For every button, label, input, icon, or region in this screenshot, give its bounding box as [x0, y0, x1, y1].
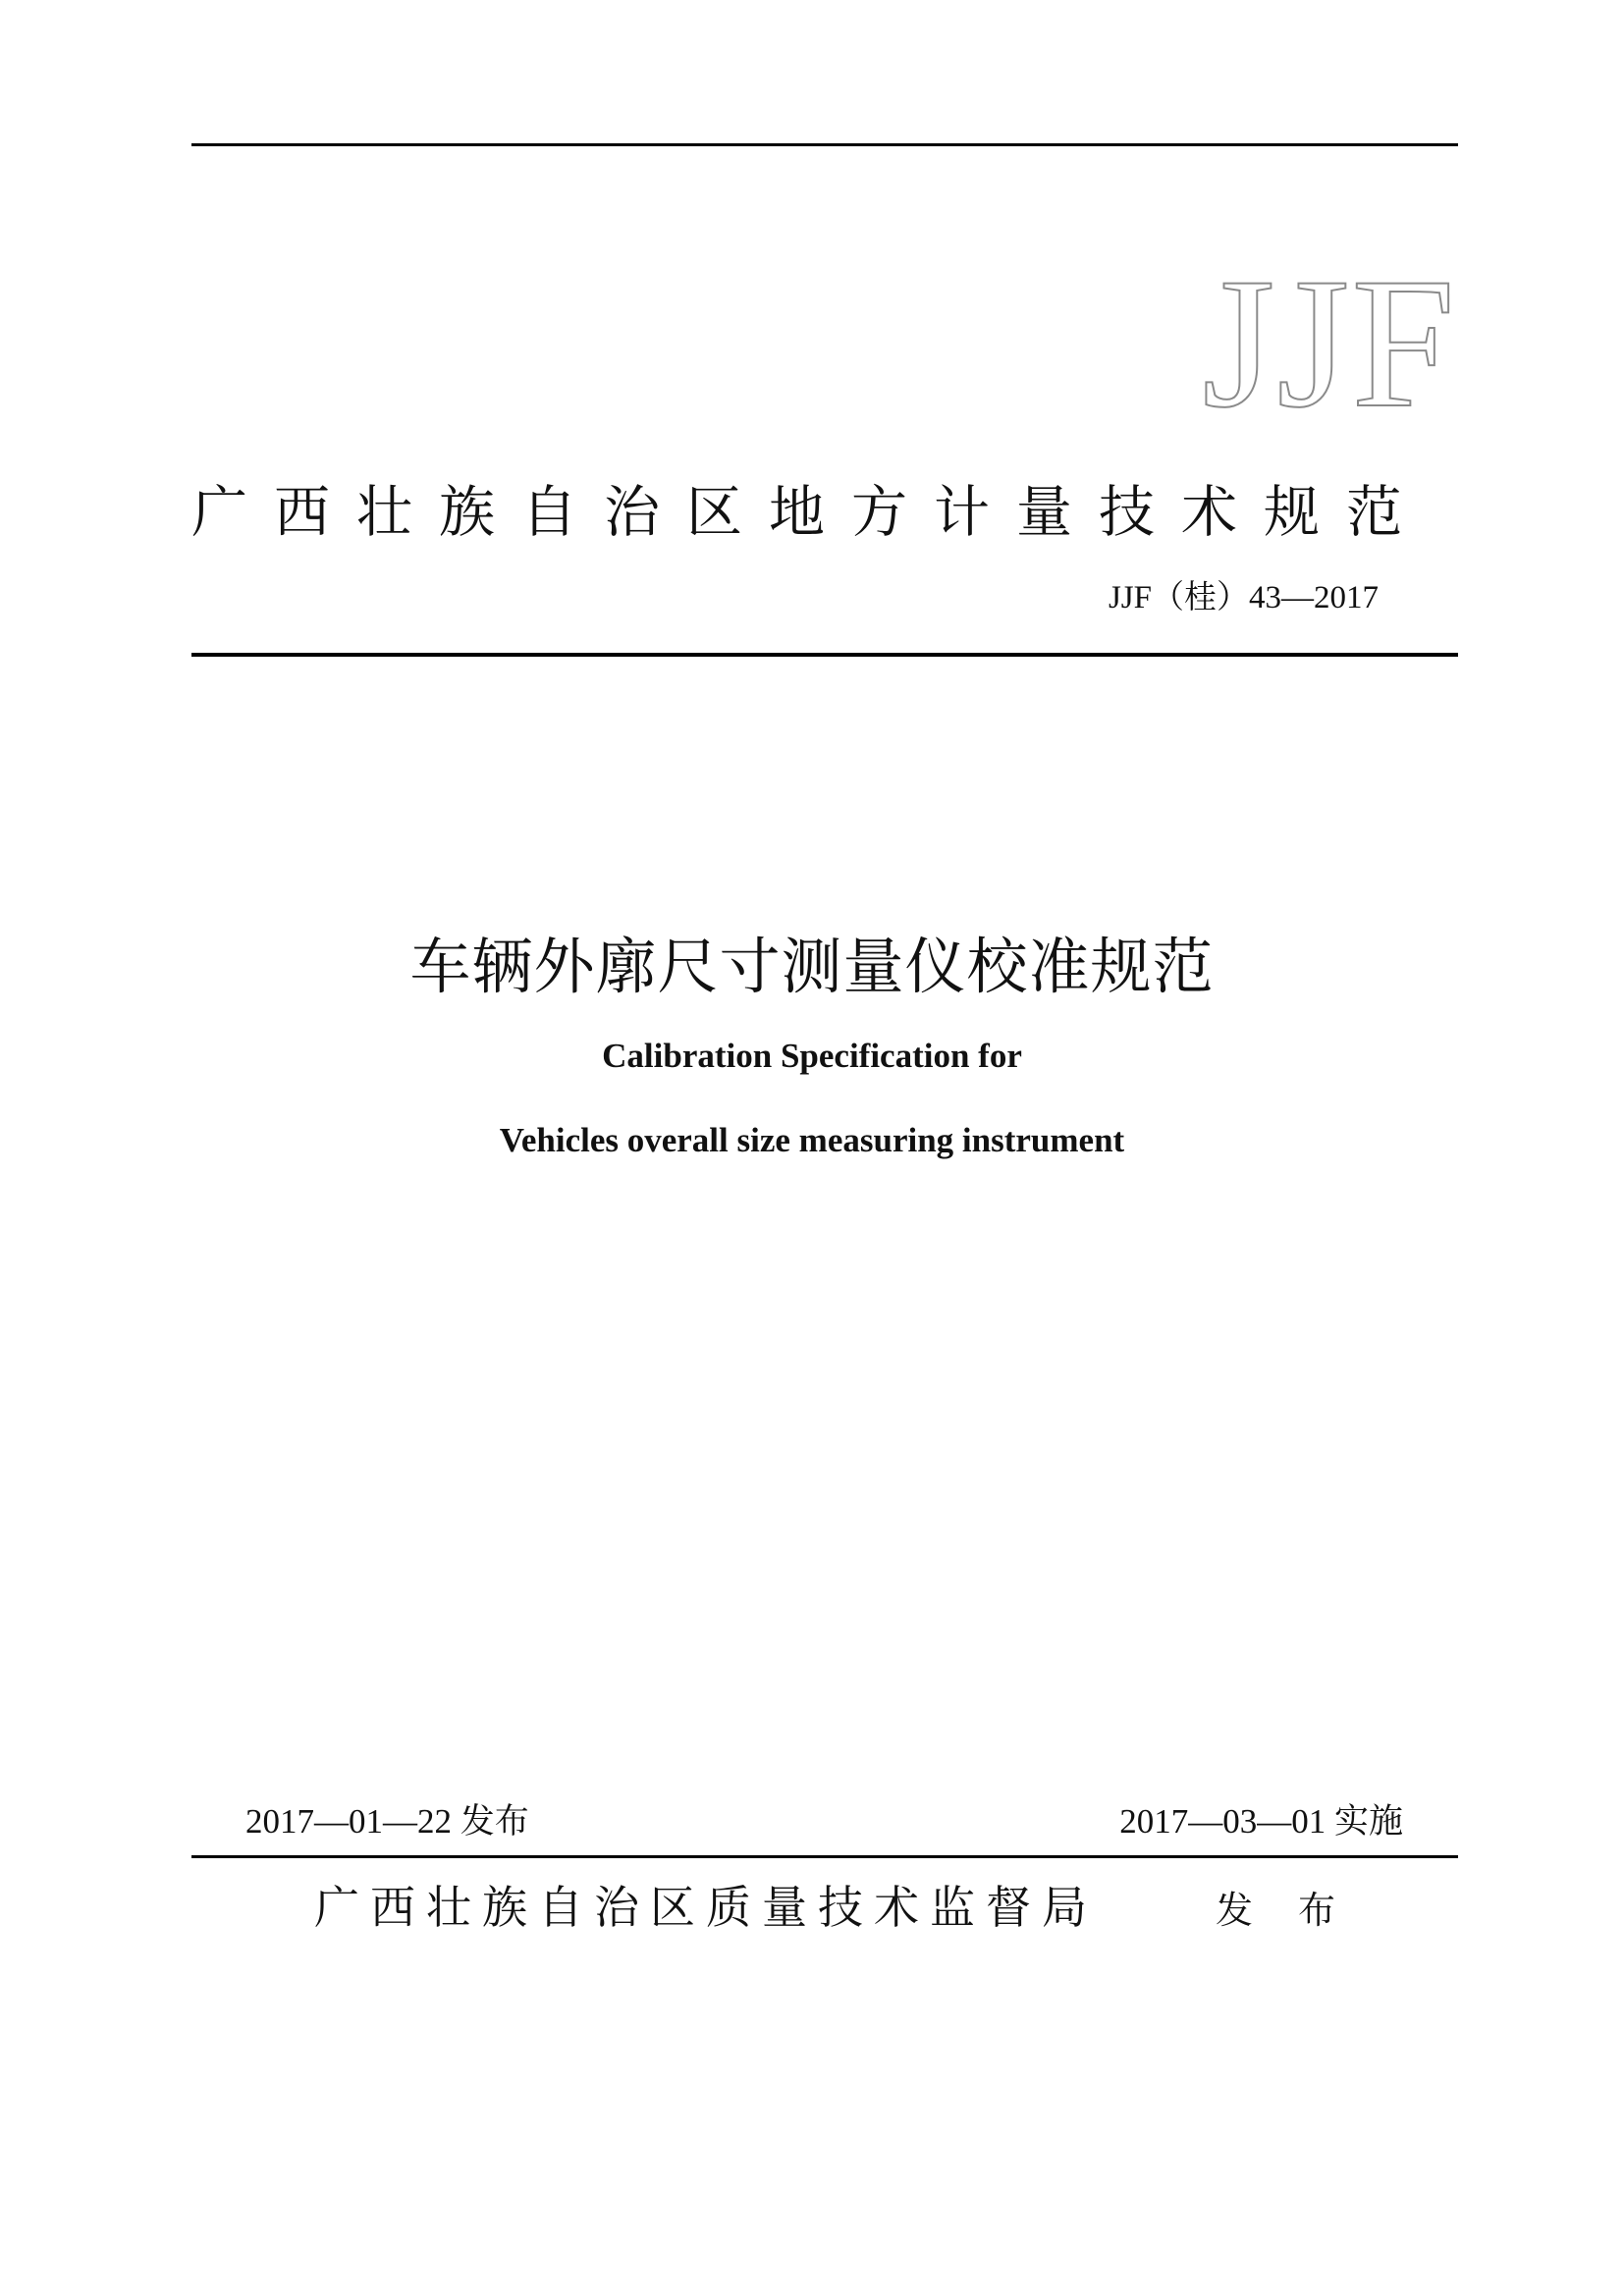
- publisher-name: 广西壮族自治区质量技术监督局: [314, 1881, 1098, 1934]
- middle-rule: [191, 653, 1458, 657]
- document-title: 车辆外廓尺寸测量仪校准规范: [409, 931, 1215, 1002]
- publish-label: 发布: [1216, 1889, 1381, 1932]
- bottom-rule: [191, 1855, 1458, 1858]
- standard-number: JJF（桂）43—2017: [1108, 580, 1379, 615]
- issue-date: 2017—01—22 发布: [245, 1802, 529, 1841]
- implementation-date: 2017—03—01 实施: [1119, 1802, 1403, 1841]
- jjf-logo: JJF: [1202, 240, 1457, 447]
- top-rule: [191, 143, 1458, 146]
- english-title-line2: Vehicles overall size measuring instrument: [499, 1121, 1125, 1159]
- english-title-line1: Calibration Specification for: [602, 1037, 1022, 1075]
- issuer-title: 广西壮族自治区地方计量技术规范: [191, 480, 1429, 545]
